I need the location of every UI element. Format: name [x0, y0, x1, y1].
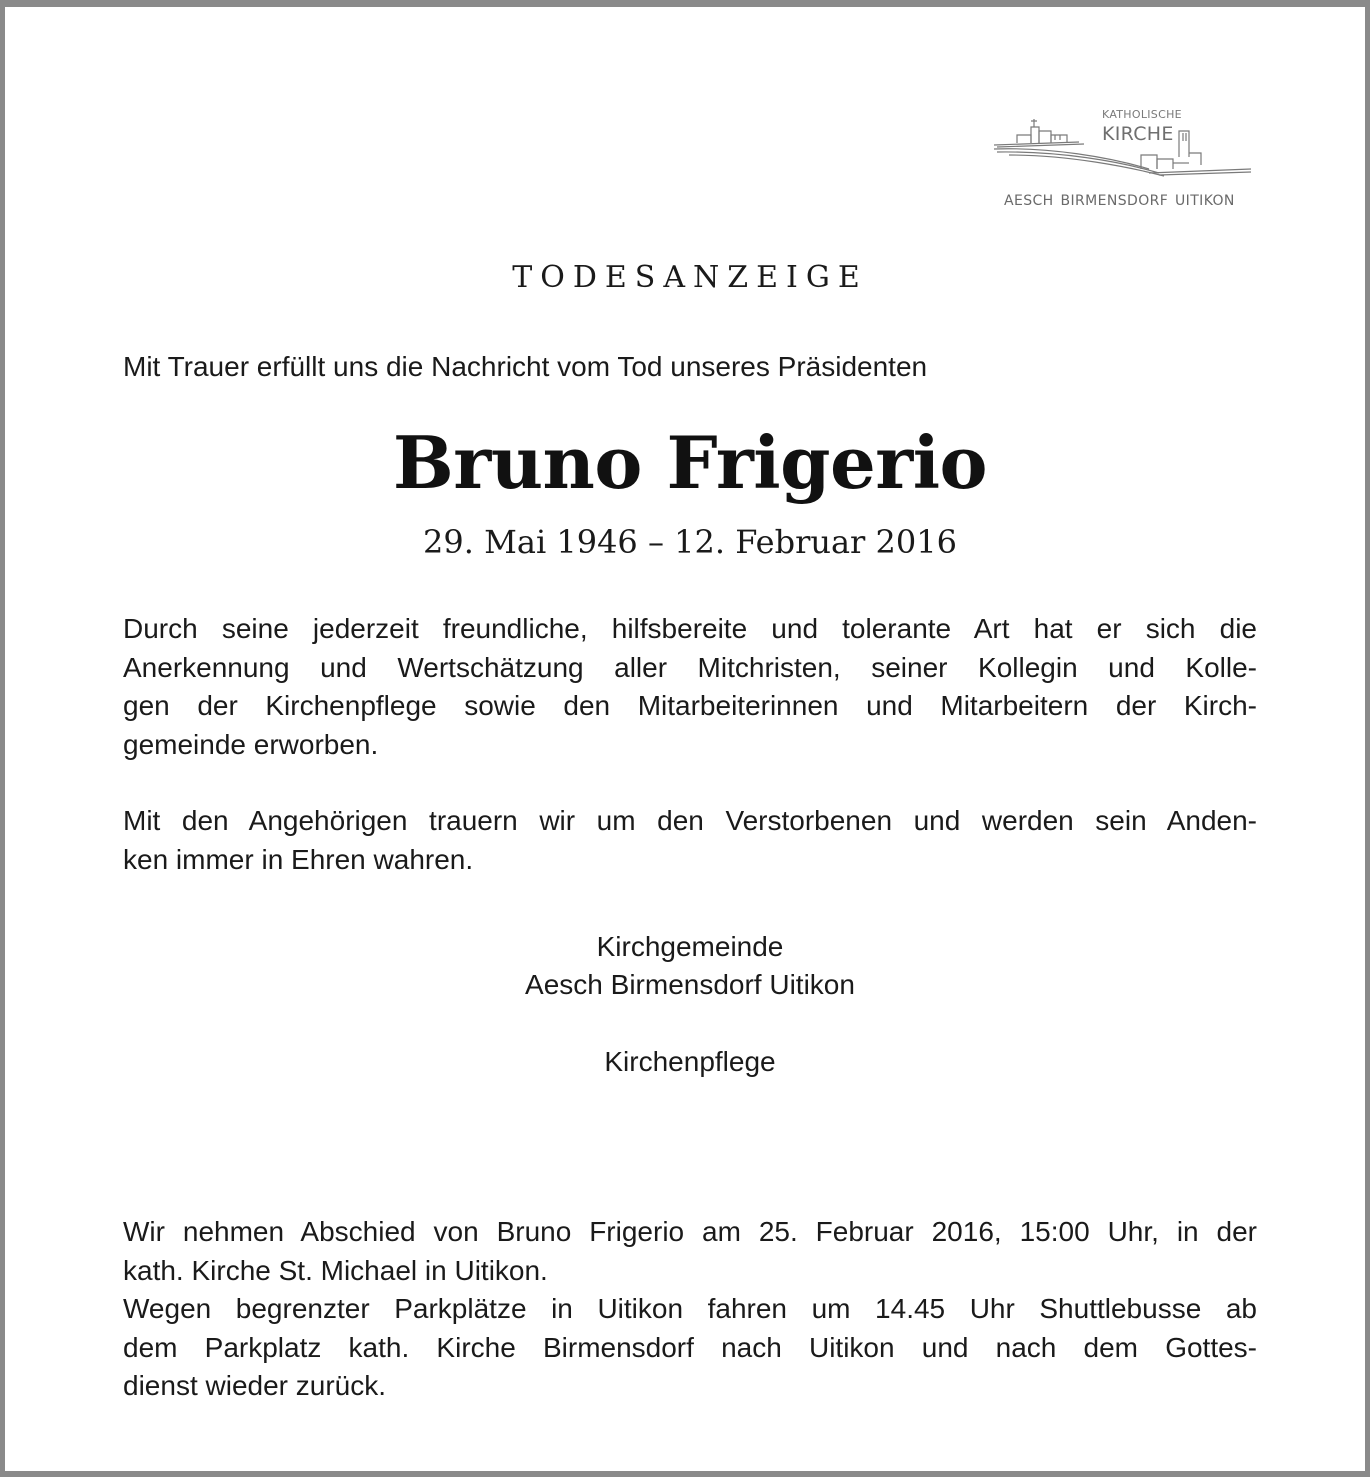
condolence-paragraph — [123, 802, 1257, 879]
notice-heading: TODESANZEIGE — [512, 260, 868, 295]
paragraph-line: Mit den Angehörigen trauern wir um den Verstorbenen und werden sein Anden- — [123, 805, 1257, 836]
paragraph-line: dienst wieder zurück. — [123, 1370, 387, 1401]
paragraph-line: Wegen begrenzter Parkplätze in Uitikon fahren um 14.45 Uhr Shuttlebusse ab — [123, 1293, 1257, 1324]
intro-text: Mit Trauer erfüllt uns die Nachricht vom Tod unseres Präsidenten — [123, 351, 928, 382]
signature-line-3: Kirchenpflege — [604, 1046, 776, 1077]
signature-line-2: Aesch Birmensdorf Uitikon — [525, 969, 855, 1000]
logo-kirche-text: KIRCHE — [1102, 123, 1174, 145]
paragraph-line: gemeinde erworben. — [123, 728, 379, 760]
logo-katholische-text: KATHOLISCHE — [1102, 108, 1182, 121]
paragraph-line: Wir nehmen Abschied von Bruno Frigerio am 25. Februar 2016, 15:00 Uhr, in der — [123, 1216, 1257, 1247]
deceased-name: Bruno Frigerio — [392, 420, 988, 505]
paragraph-line: Anerkennung und Wertschätzung aller Mitchristen, seiner Kollegin und Kolle- — [123, 651, 1257, 683]
paragraph-line: kath. Kirche St. Michael in Uitikon. — [123, 1254, 548, 1286]
tribute-paragraph — [123, 610, 1257, 764]
funeral-info-paragraph — [123, 1213, 1257, 1406]
church-logo — [989, 107, 1257, 217]
life-dates: 29. Mai 1946 – 12. Februar 2016 — [423, 523, 957, 561]
paragraph-line: ken immer in Ehren wahren. — [123, 843, 474, 875]
paragraph-line: dem Parkplatz kath. Kirche Birmensdorf nach Uitikon und nach dem Gottes- — [123, 1331, 1257, 1363]
paragraph-line: gen der Kirchenpflege sowie den Mitarbeiterinnen und Mitarbeitern der Kirch- — [123, 690, 1257, 721]
paragraph-line: Durch seine jederzeit freundliche, hilfsbereite und tolerante Art hat er sich die — [123, 613, 1257, 644]
logo-places-text: AESCH BIRMENSDORF UITIKON — [1004, 193, 1235, 209]
signature-line-1: Kirchgemeinde — [596, 931, 784, 962]
